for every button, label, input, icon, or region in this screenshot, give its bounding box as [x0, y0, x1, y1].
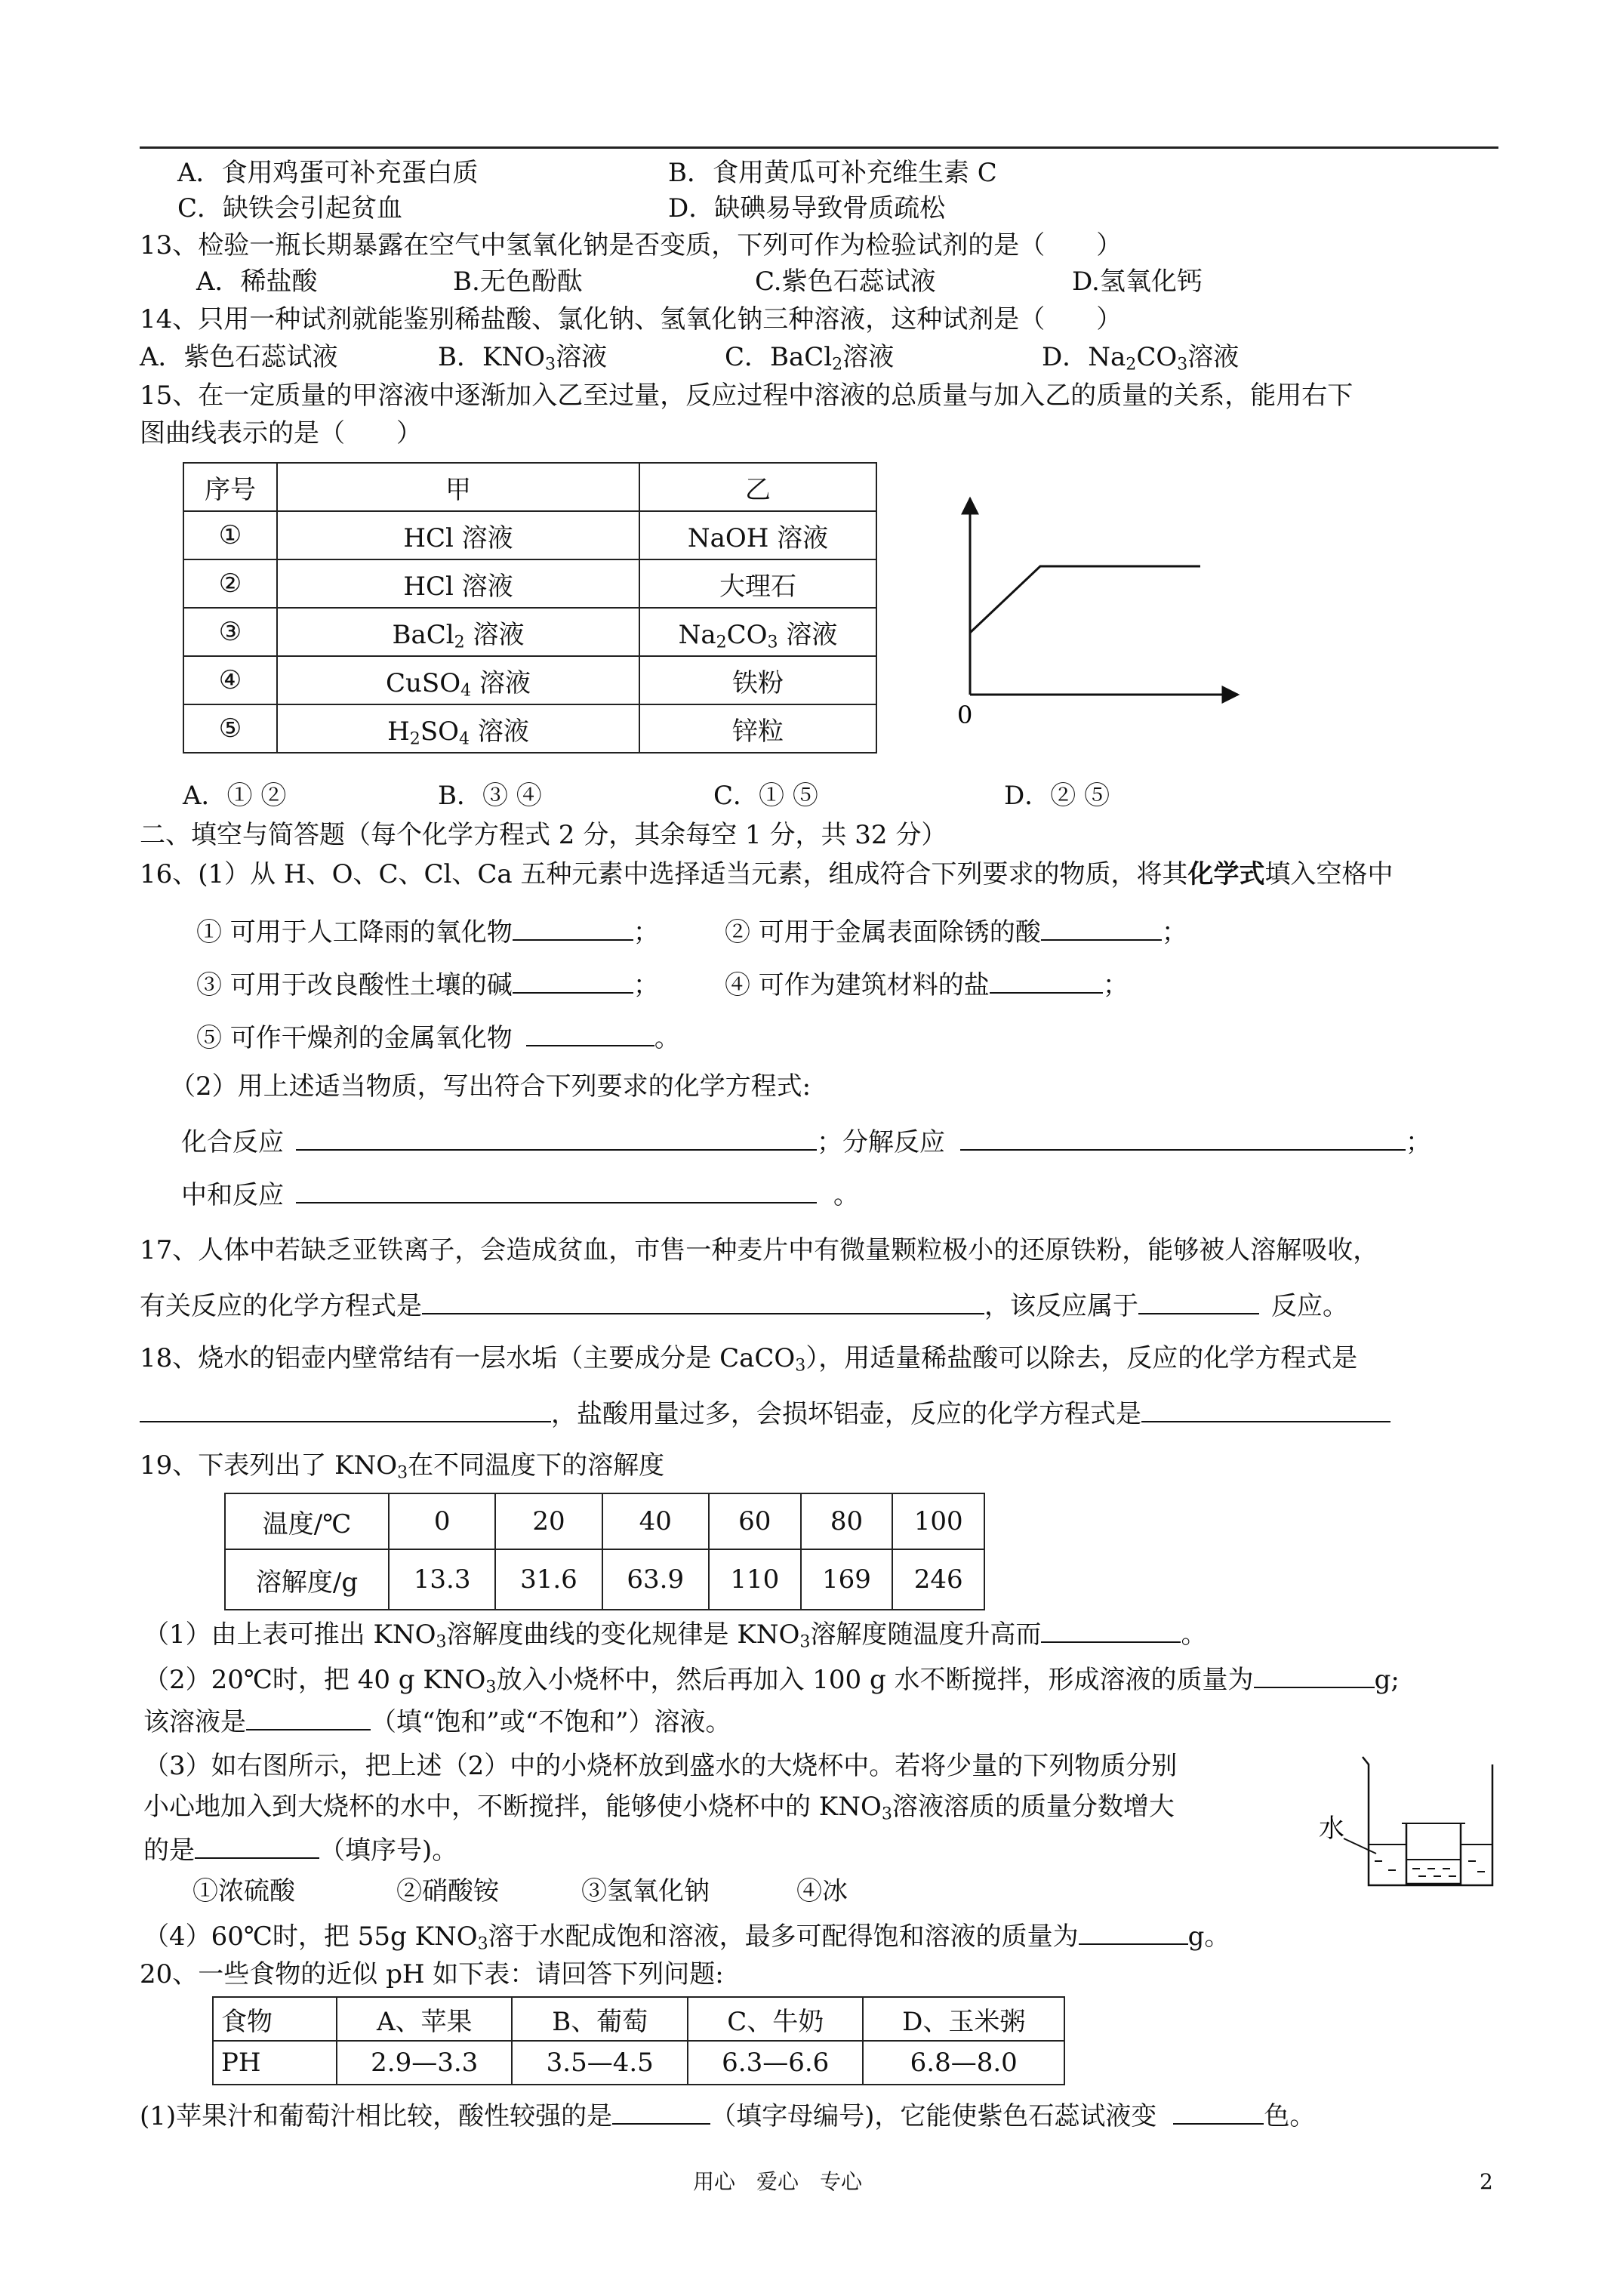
- q14-option-a: A．紫色石蕊试液: [140, 342, 338, 372]
- q19-solubility-table: [224, 1493, 985, 1610]
- q15-row-no: ②: [183, 559, 277, 608]
- q19-part-3-line1: （3）如右图所示，把上述（2）中的小烧杯放到盛水的大烧杯中。若将少量的下列物质分别: [143, 1751, 1178, 1781]
- q20-food-cell: A、苹果: [337, 1997, 512, 2041]
- water-label: 水: [1319, 1814, 1344, 1844]
- q13-option-d: D.氢氧化钙: [1072, 267, 1203, 297]
- q12-option-c: C．缺铁会引起贫血: [177, 193, 403, 223]
- q15-option-c: C．① ⑤: [713, 781, 818, 811]
- q19-part-4: （4）60℃时，把 55g $KNO_3$溶于水配成饱和溶液，最多可配得饱和溶液的质量为 g。: [143, 1918, 1230, 1953]
- q12-option-a: A．食用鸡蛋可补充蛋白质: [177, 158, 479, 188]
- q20-ph-cell: 6.3—6.6: [688, 2041, 863, 2085]
- q16-item-1: ① 可用于人工降雨的氧化物 ；: [196, 914, 659, 949]
- q19-temp-cell: 80: [801, 1493, 893, 1549]
- q20-food-cell: B、葡萄: [512, 1997, 687, 2041]
- q20-ph-label: PH: [213, 2041, 337, 2085]
- q15-row-yi: NaOH 溶液: [639, 511, 876, 559]
- answer-blank[interactable]: [1079, 1918, 1188, 1945]
- q15-row-jia: HCl 溶液: [277, 559, 639, 608]
- q13-option-c: C.紫色石蕊试液: [755, 267, 936, 297]
- q16-stem: 16、(1）从 H、O、C、Cl、Ca 五种元素中选择适当元素，组成符合下列要求的物质，将其化学式填入空格中: [140, 859, 1394, 889]
- answer-blank[interactable]: [195, 1832, 319, 1859]
- q15-row-no: ⑤: [183, 704, 277, 753]
- q19-sol-cell: 169: [801, 1549, 893, 1610]
- q19-opt-3: ③氢氧化钠: [581, 1876, 710, 1906]
- q15-row-no: ①: [183, 511, 277, 559]
- q19-opt-1: ①浓硫酸: [192, 1876, 295, 1906]
- q19-temp-cell: 100: [892, 1493, 984, 1549]
- answer-blank[interactable]: [612, 2097, 710, 2125]
- q20-ph-table: [212, 1996, 1065, 2085]
- q19-stem: 19、下表列出了 $KNO_3$在不同温度下的溶解度: [140, 1450, 665, 1483]
- q15-row-no: ③: [183, 608, 277, 656]
- answer-blank[interactable]: [990, 966, 1103, 994]
- q20-food-cell: C、牛奶: [688, 1997, 863, 2041]
- q13-stem: 13、检验一瓶长期暴露在空气中氢氧化钠是否变质，下列可作为检验试剂的是（ ）: [140, 230, 1123, 260]
- answer-blank[interactable]: [246, 1703, 371, 1730]
- q19-temp-cell: 0: [389, 1493, 495, 1549]
- q15-stem-line2: 图曲线表示的是（ ）: [140, 418, 422, 448]
- answer-blank[interactable]: [1173, 2097, 1264, 2125]
- q20-ph-cell: 2.9—3.3: [337, 2041, 512, 2085]
- graph-origin: 0: [957, 701, 973, 729]
- q15-stem-line1: 15、在一定质量的甲溶液中逐渐加入乙至过量，反应过程中溶液的总质量与加入乙的质量的关系，能用右下: [140, 381, 1354, 411]
- answer-blank[interactable]: [513, 966, 633, 994]
- q19-opt-4: ④冰: [796, 1876, 848, 1906]
- q19-temp-cell: 60: [709, 1493, 801, 1549]
- small-beaker: [1406, 1823, 1461, 1884]
- q14-option-b: B．$KNO_3$溶液: [438, 342, 608, 374]
- q13-option-b: B.无色酚酞: [453, 267, 583, 297]
- q16-reaction-line-1: 化合反应 ；分解反应 ；: [181, 1123, 1431, 1159]
- answer-blank[interactable]: [1041, 914, 1162, 941]
- q12-option-d: D．缺碘易导致骨质疏松: [668, 193, 946, 223]
- q16-reaction-line-2: 中和反应 。: [181, 1176, 859, 1212]
- q19-temp-label: 温度/℃: [225, 1493, 389, 1549]
- answer-blank[interactable]: [960, 1123, 1406, 1151]
- q15-row-yi: 大理石: [639, 559, 876, 608]
- q15-row-jia: BaCl$_2$ 溶液: [277, 608, 639, 656]
- answer-blank[interactable]: [1138, 1287, 1259, 1314]
- q20-food-cell: D、玉米粥: [863, 1997, 1064, 2041]
- answer-blank[interactable]: [422, 1287, 984, 1314]
- q15-option-d: D．② ⑤: [1004, 781, 1110, 811]
- q19-sol-cell: 13.3: [389, 1549, 495, 1610]
- q18-line-1: 18、烧水的铝壶内壁常结有一层水垢（主要成分是 CaCO$_3$），用适量稀盐酸可以除去，反应的化学方程式是: [140, 1343, 1358, 1376]
- q19-sol-cell: 63.9: [602, 1549, 709, 1610]
- q19-part-3-line3: 的是 （填序号)。: [143, 1832, 457, 1867]
- q19-opt-2: ②硝酸铵: [396, 1876, 499, 1906]
- q19-part-1: （1）由上表可推出 $KNO_3$溶解度曲线的变化规律是 $KNO_3$溶解度随温度升高而 。: [143, 1616, 1206, 1651]
- q19-temp-cell: 20: [495, 1493, 602, 1549]
- q20-part-1: (1)苹果汁和葡萄汁相比较，酸性较强的是 （填字母编号)，它能使紫色石蕊试液变 色。: [140, 2097, 1315, 2133]
- answer-blank[interactable]: [1041, 1616, 1181, 1643]
- q17-line-1: 17、人体中若缺乏亚铁离子，会造成贫血，市售一种麦片中有微量颗粒极小的还原铁粉，能够被人溶解吸收，: [140, 1235, 1379, 1265]
- q12-option-b: B．食用黄瓜可补充维生素 C: [668, 158, 997, 188]
- q14-option-c: C．BaCl$_2$溶液: [725, 342, 895, 374]
- q15-row-jia: $H_2SO_4$ 溶液: [277, 704, 639, 753]
- q13-option-a: A．稀盐酸: [196, 267, 318, 297]
- answer-blank[interactable]: [140, 1395, 551, 1422]
- q15-row-jia: HCl 溶液: [277, 511, 639, 559]
- beaker-diagram: [1317, 1748, 1514, 1899]
- q15-header-yi: 乙: [639, 463, 876, 511]
- q15-row-yi: 铁粉: [639, 656, 876, 704]
- q15-row-no: ④: [183, 656, 277, 704]
- answer-blank[interactable]: [526, 1019, 654, 1046]
- q20-food-label: 食物: [213, 1997, 337, 2041]
- q20-ph-cell: 3.5—4.5: [512, 2041, 687, 2085]
- q16-item-2: ② 可用于金属表面除锈的酸 ；: [725, 914, 1187, 949]
- q19-part-2: （2）20℃时，把 40 g $KNO_3$放入小烧杯中，然后再加入 100 g 水不断搅拌，形成溶液的质量为 g;: [143, 1661, 1400, 1697]
- footer-motto: 用心 爱心 专心: [693, 2169, 863, 2194]
- q18-line-2: ，盐酸用量过多，会损坏铝壶，反应的化学方程式是: [140, 1395, 1390, 1431]
- q15-table: [183, 462, 877, 754]
- answer-blank[interactable]: [1254, 1661, 1375, 1688]
- q19-part-2b: 该溶液是 （填“饱和”或“不饱和”）溶液。: [143, 1703, 731, 1739]
- q20-stem: 20、一些食物的近似 pH 如下表：请回答下列问题:: [140, 1959, 724, 1989]
- q15-row-yi: $Na_2CO_3$ 溶液: [639, 608, 876, 656]
- q16-item-4: ④ 可作为建筑材料的盐 ；: [725, 966, 1129, 1002]
- q19-sol-cell: 246: [892, 1549, 984, 1610]
- q15-option-a: A．① ②: [183, 781, 287, 811]
- q16-item-3: ③ 可用于改良酸性土壤的碱 ；: [196, 966, 659, 1002]
- mass-curve: [970, 566, 1200, 633]
- answer-blank[interactable]: [1141, 1395, 1390, 1422]
- header-rule: [140, 146, 1498, 149]
- section-2-title: 二、填空与简答题（每个化学方程式 2 分，其余每空 1 分，共 32 分）: [140, 820, 947, 850]
- q15-graph: [936, 483, 1253, 740]
- q19-sol-cell: 31.6: [495, 1549, 602, 1610]
- q20-ph-cell: 6.8—8.0: [863, 2041, 1064, 2085]
- answer-blank[interactable]: [296, 1123, 817, 1151]
- q19-temp-cell: 40: [602, 1493, 709, 1549]
- q15-row-yi: 锌粒: [639, 704, 876, 753]
- q19-sol-cell: 110: [709, 1549, 801, 1610]
- water-pointer: [1344, 1838, 1376, 1854]
- q19-part-3-line2: 小心地加入到大烧杯的水中，不断搅拌，能够使小烧杯中的 $KNO_3$溶液溶质的质量分数增大: [143, 1792, 1175, 1824]
- q15-header-no: 序号: [183, 463, 277, 511]
- q16-part-2: （2）用上述适当物质，写出符合下列要求的化学方程式:: [170, 1071, 812, 1102]
- q19-sol-label: 溶解度/g: [225, 1549, 389, 1610]
- q14-stem: 14、只用一种试剂就能鉴别稀盐酸、氯化钠、氢氧化钠三种溶液，这种试剂是（ ）: [140, 304, 1123, 334]
- page-number: 2: [1480, 2169, 1493, 2194]
- q15-header-jia: 甲: [277, 463, 639, 511]
- q17-line-2: 有关反应的化学方程式是 ，该反应属于 反应。: [140, 1287, 1348, 1323]
- q14-option-d: D．$Na_2CO_3$溶液: [1042, 342, 1240, 374]
- q16-item-5: ⑤ 可作干燥剂的金属氧化物 。: [196, 1019, 680, 1055]
- q15-row-jia: CuSO$_4$ 溶液: [277, 656, 639, 704]
- answer-blank[interactable]: [513, 914, 633, 941]
- q15-option-b: B．③ ④: [438, 781, 542, 811]
- large-beaker: [1363, 1757, 1492, 1885]
- answer-blank[interactable]: [296, 1176, 817, 1203]
